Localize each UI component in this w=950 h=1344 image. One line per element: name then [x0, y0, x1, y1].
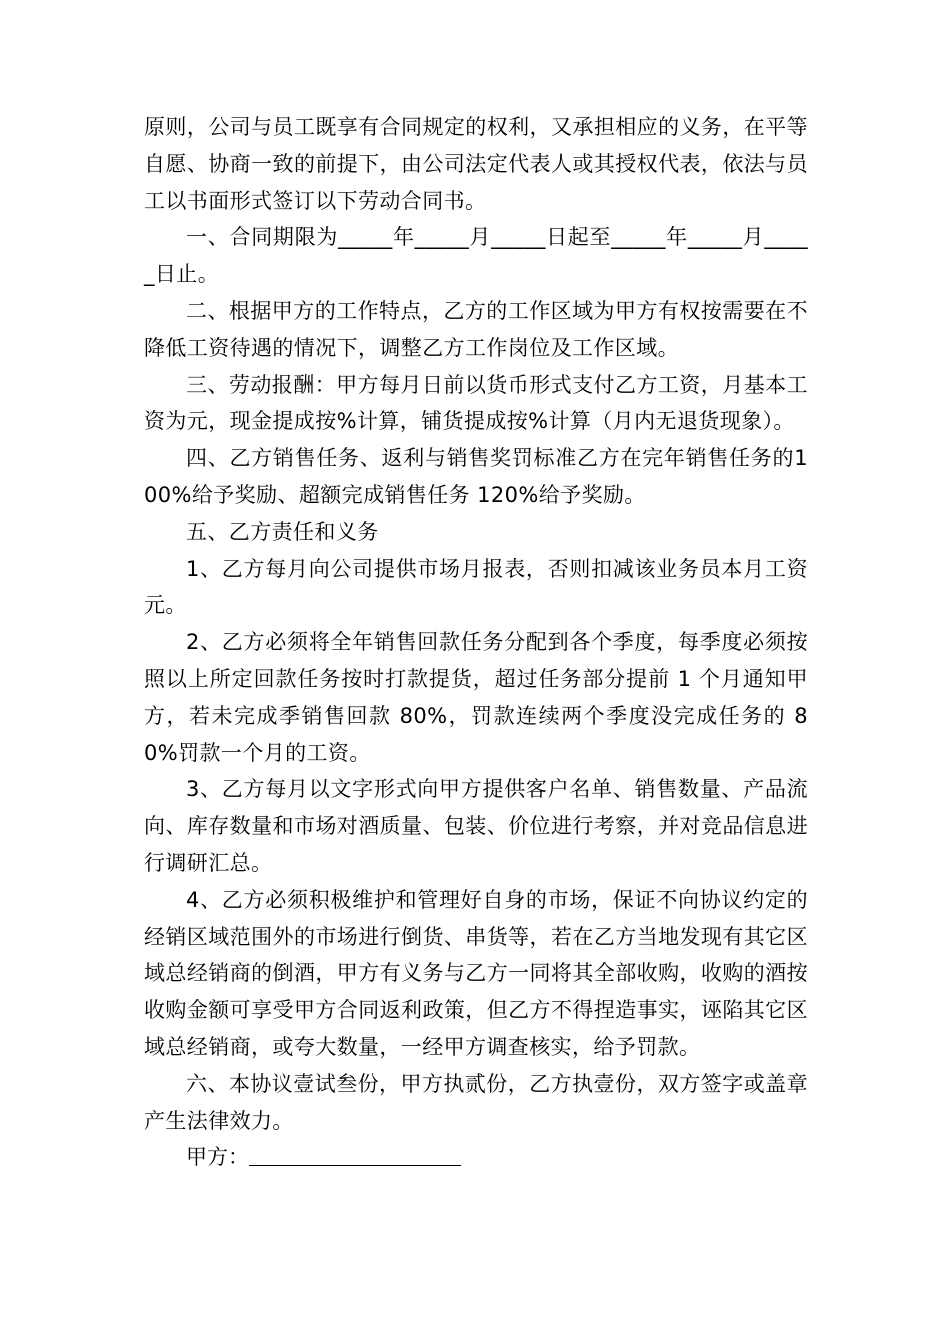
paragraph-preamble: 原则，公司与员工既享有合同规定的权利，又承担相应的义务，在平等自愿、协商一致的前提下，由公司法定代表人或其授权代表，依法与员工以书面形式签订以下劳动合同书。: [144, 115, 808, 213]
paragraph-duty-4: 4、乙方必须积极维护和管理好自身的市场，保证不向协议约定的经销区域范围外的市场进行倒货、串货等，若在乙方当地发现有其它区域总经销商的倒酒，甲方有义务与乙方一同将其全部收购，收购的酒按收购金额可享受甲方合同返利政策，但乙方不得捏造事实，诬陷其它区域总经销商，或夸大数量，一经甲方调查核实，给予罚款。: [144, 887, 808, 1059]
paragraph-duties-heading: 五、乙方责任和义务: [186, 519, 379, 544]
paragraph-contract-term: 一、合同期限为_____年_____月_____日起至_____年_____月_____日止。: [144, 225, 808, 287]
paragraph-duty-3: 3、乙方每月以文字形式向甲方提供客户名单、销售数量、产品流向、库存数量和市场对酒质量、包装、价位进行考察，并对竞品信息进行调研汇总。: [144, 777, 808, 875]
paragraph-remuneration: 三、劳动报酬：甲方每月日前以货币形式支付乙方工资，月基本工资为元，现金提成按%计算，铺货提成按%计算（月内无退货现象）。: [144, 372, 808, 434]
paragraph-sales-targets: 四、乙方销售任务、返利与销售奖罚标准乙方在完年销售任务的100%给予奖励、超额完成销售任务 120%给予奖励。: [144, 446, 808, 507]
paragraph-duty-1: 1、乙方每月向公司提供市场月报表，否则扣减该业务员本月工资元。: [144, 556, 808, 618]
paragraph-copies: 六、本协议壹试叁份，甲方执贰份，乙方执壹份，双方签字或盖章产生法律效力。: [144, 1071, 808, 1133]
signature-line: [249, 1143, 461, 1166]
paragraph-duty-2: 2、乙方必须将全年销售回款任务分配到各个季度，每季度必须按照以上所定回款任务按时打款提货，超过任务部分提前 1 个月通知甲方，若未完成季销售回款 80%，罚款连续两个季度没完成任务的 80%罚款一个月的工资。: [144, 630, 808, 765]
paragraph-work-area: 二、根据甲方的工作特点，乙方的工作区域为甲方有权按需要在不降低工资待遇的情况下，调整乙方工作岗位及工作区域。: [144, 298, 808, 360]
signature-row: [144, 1139, 808, 1176]
signature-label: 甲方：: [186, 1145, 249, 1170]
document-page: [144, 109, 808, 1176]
